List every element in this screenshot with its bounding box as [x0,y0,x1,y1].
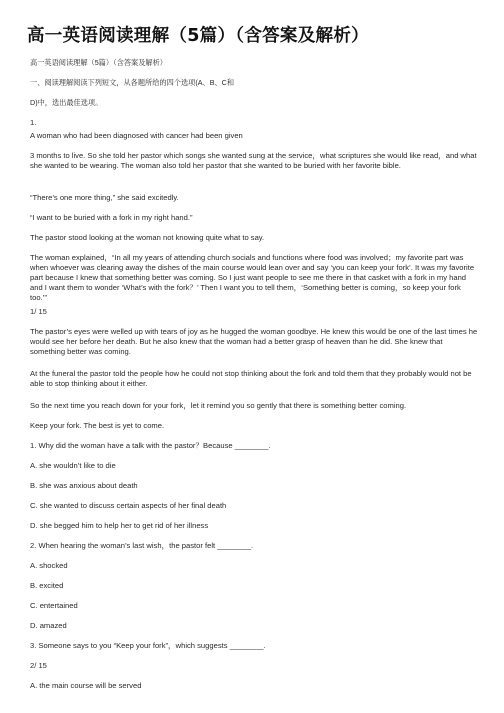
passage-paragraph: “There’s one more thing,” she said excitedly. [30,193,179,202]
question-stem: 3. Someone says to you “Keep your fork”，which suggests ________. [30,641,266,650]
passage-number: 1. [30,118,37,127]
passage-paragraph: Keep your fork. The best is yet to come. [30,421,165,430]
page-marker: 1/ 15 [30,307,47,316]
passage-paragraph: So the next time you reach down for your fork，let it remind you so gently that there is something better coming. [30,401,407,410]
question-stem: 2. When hearing the woman’s last wish，the pastor felt ________. [30,541,254,550]
question-option: C. she wanted to discuss certain aspects of her final death [30,501,227,510]
passage-paragraph: At the funeral the pastor told the people how he could not stop thinking about the fork and told them that they probably would not be able to stop thinking about it either. [30,369,472,388]
passage-paragraph: The pastor stood looking at the woman not knowing quite what to say. [30,233,265,242]
question-option: A. shocked [30,561,68,570]
question-option: B. she was anxious about death [30,481,138,490]
page-marker: 2/ 15 [30,661,47,670]
question-option: C. entertained [30,601,78,610]
question-option: A. she wouldn’t like to die [30,461,116,470]
question-stem: 1. Why did the woman have a talk with the pastor？Because ________. [30,441,271,450]
passage-paragraph: The pastor’s eyes were welled up with tears of joy as he hugged the woman goodbye. He knew this would be one of the last times he would see her before her death. But he also knew that the woman had a better grasp of heaven than he did. She knew that something better was coming. [30,327,478,356]
question-option: D. amazed [30,621,67,630]
passage-paragraph: A woman who had been diagnosed with cancer had been given [30,131,243,140]
passage-paragraph: “I want to be buried with a fork in my right hand.” [30,213,193,222]
question-option: A. the main course will be served [30,681,142,690]
instructions-line-1: 一、阅读理解阅读下列短文，从各题所给的四个选项(A、B、C和 [30,78,235,87]
passage-paragraph: 3 months to live. So she told her pastor which songs she wanted sung at the service，what scriptures she would like read，and what she wanted to be wearing. The woman also told her pastor that she wanted to be buried with her favorite bible. [30,151,477,170]
question-option: B. excited [30,581,64,590]
question-option: D. she begged him to help her to get rid of her illness [30,521,209,530]
passage-paragraph: The woman explained，“In all my years of attending church socials and functions where food was involved；my favorite part was when whoever was clearing away the dishes of the main course would lean over and say ‘you can keep your fork’. It was my favorite part because I knew that something better was coming. So I just want people to see me there in that casket with a fork in my hand and I want them to wonder ‘What’s with the fork？’ Then I want you to tell them，‘Something better is coming，so keep your fork too.’” [30,253,475,302]
instructions-line-2: D)中，选出最佳选项。 [30,98,103,107]
page-title: 高一英语阅读理解（5篇）（含答案及解析） [27,26,369,46]
subtitle: 高一英语阅读理解（5篇）（含答案及解析） [30,58,167,67]
